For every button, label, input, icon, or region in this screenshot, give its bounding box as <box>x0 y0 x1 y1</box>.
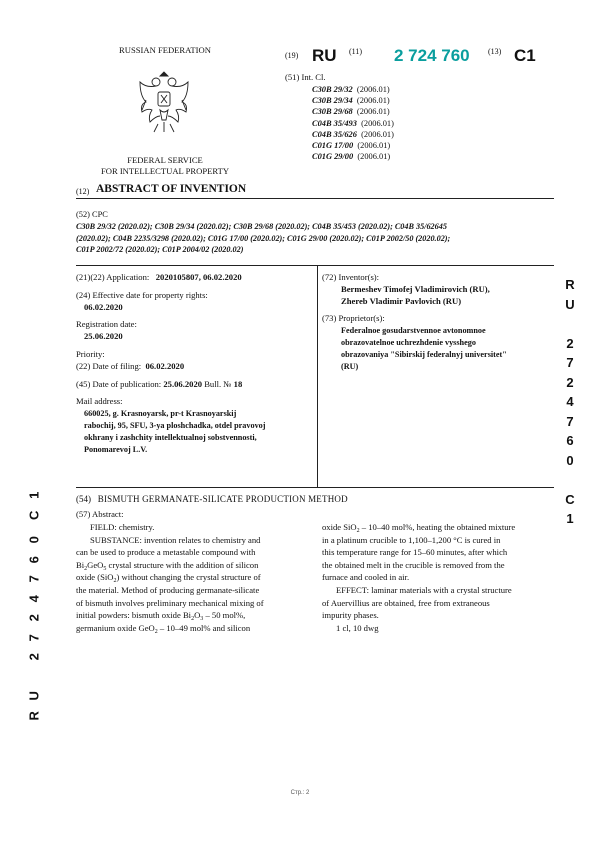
proprietor-line: obrazovaniya "Sibirskij federalnyj universitet" <box>341 349 507 359</box>
agency-line-2: FOR INTELLECTUAL PROPERTY <box>100 166 230 176</box>
kind-code: C1 <box>514 46 536 65</box>
mail-line: rabochij, 95, SFU, 3-ya ploshchadka, otdel pravovoj <box>84 420 266 430</box>
abstract-column-2 <box>322 521 554 634</box>
abstract-line: in a platinum crucible to 1,100–1,200 °C is cured in <box>322 534 501 545</box>
agency-line-1: FEDERAL SERVICE <box>127 155 203 165</box>
code-13: (13) <box>488 47 502 56</box>
document-title: ABSTRACT OF INVENTION <box>96 183 247 195</box>
page-number: Стр.: 2 <box>290 790 310 796</box>
registration-date-value: 25.06.2020 <box>84 331 123 342</box>
abstract-line: furnace and cooled in air. <box>322 572 410 583</box>
abstract-line: of bismuth involves preliminary mechanical mixing of <box>76 597 264 608</box>
cpc-label: (52) CPC <box>76 210 108 219</box>
abstract-line: of Auervillius are obtained, free from extraneous <box>322 597 490 608</box>
ipc-row: C04B 35/626 (2006.01) <box>312 129 394 139</box>
abstract-line: impurity phases. <box>322 610 379 621</box>
side-code-left-top: C 1 <box>26 492 42 520</box>
effective-date-value: 06.02.2020 <box>84 301 123 312</box>
ipc-row: C04B 35/493 (2006.01) <box>312 118 394 128</box>
ipc-row: C01G 29/00 (2006.01) <box>312 152 391 162</box>
code-54: (54) <box>76 494 91 504</box>
effective-date-label: (24) Effective date for property rights: <box>76 289 208 300</box>
mail-address <box>76 408 314 455</box>
registration-date-label: Registration date: <box>76 319 137 330</box>
state-emblem <box>134 64 194 144</box>
ipc-row: C30B 29/34 (2006.01) <box>312 96 390 106</box>
invention-title: BISMUTH GERMANATE-SILICATE PRODUCTION METHOD <box>97 494 348 504</box>
abstract-line: $Bi_2GeO_5$ crystal structure with the addition of silicon <box>76 559 259 572</box>
proprietor-label: (73) Proprietor(s): <box>322 313 385 324</box>
abstract-line: the material. Method of producing germanate-silicate <box>76 584 260 595</box>
ipc-row: C30B 29/68 (2006.01) <box>312 107 390 117</box>
abstract-line: oxide SiO$_2$ – 10–40 mol%, heating the obtained mixture <box>322 522 516 534</box>
publication-row: (45) Date of publication: 25.06.2020 Bull. № 18 <box>76 378 243 389</box>
abstract-line: the obtained melt in the crucible is removed from the <box>322 559 505 570</box>
country-name: RUSSIAN FEDERATION <box>119 45 211 55</box>
abstract-line: germanium oxide GeO$_2$ – 10–49 mol% and silicon <box>76 622 251 635</box>
divider <box>76 487 554 488</box>
abstract-line: SUBSTANCE: invention relates to chemistry and <box>90 534 261 545</box>
cpc-line: C01P 2002/72 (2020.02); C01P 2004/02 (2020.02) <box>76 245 244 255</box>
abstract-line: oxide (SiO$_2$) without changing the crystal structure of <box>76 572 261 585</box>
proprietor-line: (RU) <box>341 361 359 371</box>
abstract-line: can be used to produce a metastable compound with <box>76 547 256 558</box>
filing-date-row: (22) Date of filing: 06.02.2020 <box>76 360 185 371</box>
divider <box>76 198 554 199</box>
proprietor-line: Federalnoe gosudarstvennoe avtonomnoe <box>341 326 486 336</box>
bibliographic-right <box>322 272 554 372</box>
side-code-right: R U 2 7 2 4 7 6 0 C 1 <box>565 277 575 526</box>
ipc-row: C01G 17/00 (2006.01) <box>312 141 391 151</box>
inventors-label: (72) Inventor(s): <box>322 272 380 282</box>
code-12: (12) <box>76 187 90 196</box>
cpc-line: C30B 29/32 (2020.02); C30B 29/34 (2020.02); C30B 29/68 (2020.02); C04B 35/453 (2020.02); C04B 35/62645 <box>76 222 447 231</box>
code-11: (11) <box>349 47 363 56</box>
priority-label: Priority: <box>76 348 105 359</box>
ipc-label: (51) Int. Cl. <box>285 72 326 82</box>
inventor: Bermeshev Timofej Vladimirovich (RU), <box>341 283 490 294</box>
abstract-line: 1 cl, 10 dwg <box>336 622 379 633</box>
mail-line: okhrany i zashchity intellektualnoj sobstvennosti, <box>84 432 257 442</box>
ipc-row: C30B 29/32 (2006.01) <box>312 85 390 94</box>
country-code: RU <box>312 46 337 65</box>
bibliographic-left <box>76 272 314 455</box>
mail-address-label: Mail address: <box>76 396 123 407</box>
patent-number: 2 724 760 <box>394 46 470 65</box>
mail-line: Ponomarevoj L.V. <box>84 444 148 454</box>
proprietor-line: obrazovatelnoe uchrezhdenie vysshego <box>341 337 476 347</box>
mail-line: 660025, g. Krasnoyarsk, pr-t Krasnoyarskij <box>84 409 237 419</box>
column-divider <box>317 266 318 487</box>
abstract-line: EFFECT: laminar materials with a crystal structure <box>336 584 512 595</box>
abstract-label: (57) Abstract: <box>76 509 124 519</box>
title-54 <box>76 494 348 504</box>
divider <box>76 265 554 266</box>
inventor: Zhereb Vladimir Pavlovich (RU) <box>341 295 462 306</box>
cpc-codes <box>76 221 450 256</box>
code-19: (19) <box>285 51 299 60</box>
cpc-line: (2020.02); C04B 2235/3298 (2020.02); C01G 17/00 (2020.02); C01G 29/00 (2020.02); C01P 2002/50 (2020.02); <box>76 233 451 243</box>
ipc-list <box>312 84 394 162</box>
abstract-column-1 <box>76 521 309 634</box>
proprietor <box>322 325 554 372</box>
abstract-line: FIELD: chemistry. <box>90 522 155 532</box>
application-row: (21)(22) Application: 2020105807, 06.02.2020 <box>76 272 242 282</box>
abstract-line: initial powders: bismuth oxide $Bi_2O_3 - 50$ mol%, <box>76 610 246 623</box>
abstract-line: this temperature range for 15–60 minutes, after which <box>322 547 508 558</box>
side-code-left: 0 6 7 4 2 7 2 U R <box>26 536 42 720</box>
